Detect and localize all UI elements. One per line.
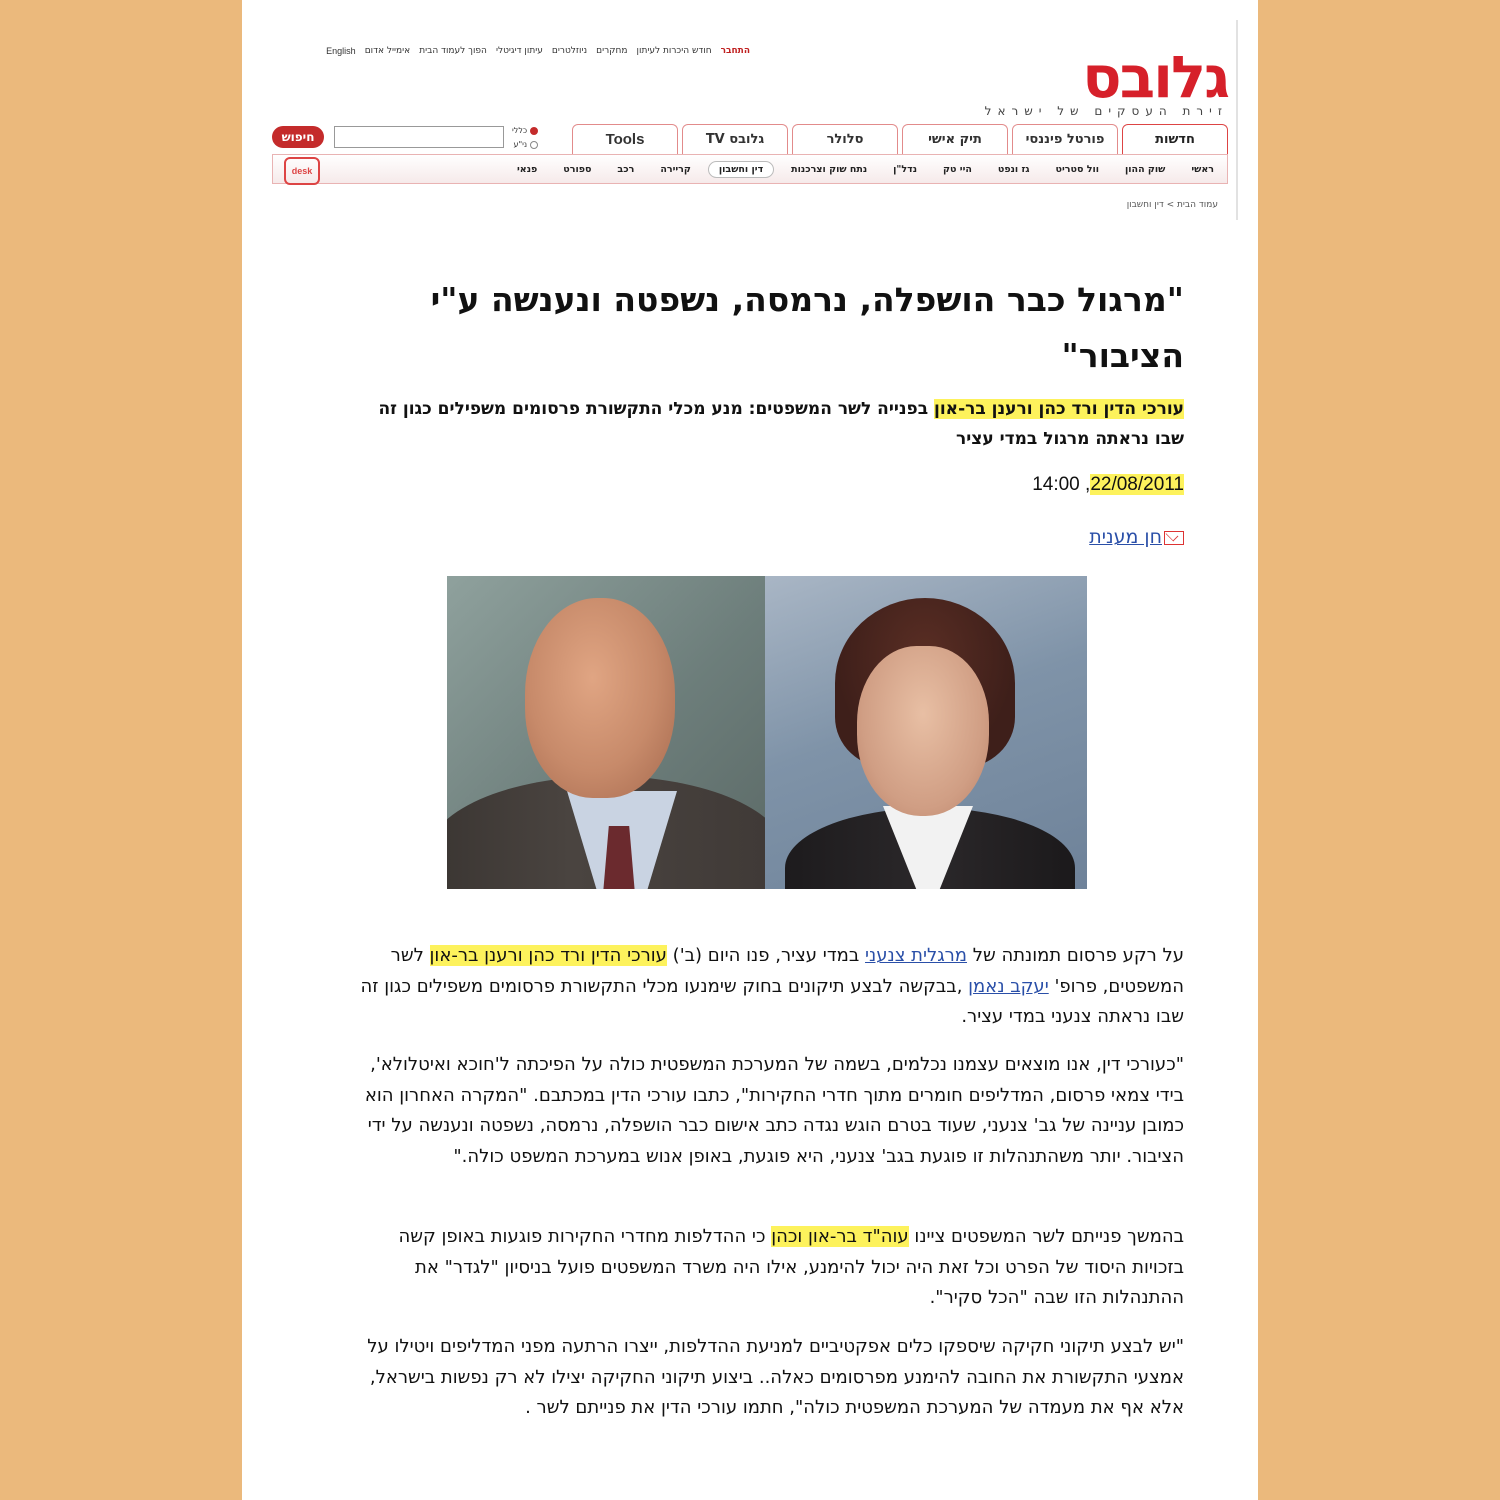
globes-logo[interactable]: [984, 43, 1228, 118]
desk-icon[interactable]: [284, 157, 320, 185]
sub-item-wall-street[interactable]: וול סטריט: [1055, 163, 1100, 175]
sub-item-real-estate[interactable]: נדל"ן: [893, 163, 918, 175]
tab-globes-tv[interactable]: גלובס TV: [682, 124, 788, 154]
p1-text-d: ,בבקשה לבצע תיקונים בחוק שימנעו מכלי התקשורת פרסומים משפילים כגון זה שבו נראתה צנעני במדי עציר.: [360, 975, 1184, 1027]
breadcrumb[interactable]: עמוד הבית > דין וחשבון: [1126, 200, 1218, 210]
head-shape: [525, 598, 675, 798]
top-links: [270, 46, 750, 56]
sub-nav: [272, 154, 1228, 184]
sub-item-career[interactable]: קריירה: [660, 163, 691, 175]
p1-text-c: לשר המשפטים, פרופ': [390, 945, 1184, 997]
sub-item-leisure[interactable]: פנאי: [517, 163, 538, 175]
photo-lawyer-woman: [765, 576, 1087, 889]
sub-item-law[interactable]: דין וחשבון: [708, 161, 774, 178]
logo-tagline: זירת העסקים של ישראל: [984, 104, 1228, 118]
sub-item-capital-market[interactable]: שוק ההון: [1125, 163, 1166, 175]
paragraph-3: [354, 1222, 1184, 1314]
subtitle-highlight: עורכי הדין ורד כהן ורענן בר-און: [934, 399, 1184, 419]
desk-label: desk: [291, 166, 313, 176]
p3-highlight: עוה"ד בר-און וכהן: [771, 1226, 909, 1247]
top-link-english[interactable]: English: [326, 46, 356, 56]
radio-icon: [530, 127, 538, 135]
sub-item-consumer[interactable]: נתח שוק וצרכנות: [791, 163, 868, 175]
search-input[interactable]: [334, 126, 504, 148]
paragraph-2: "כעורכי דין, אנו מוצאים עצמנו נכלמים, בשמה של המערכת המשפטית כולה על הפיכתה ל'חוכא ואיטלולא', בידי צמאי פרסום, המדליפים חומרים מתוך חדרי החקירות", כתבו עורכי הדין במכתבם. "המקרה האחרון הוא כמובן עניינה של גב' צנעני, שעוד בטרם הוגש נגדה כתב אישום כבר הושפלה, נרמסה, נשפטה ונענשה על ידי הציבור. יותר משהתנהלות זו פוגעת בגב' צנעני, היא פוגעת, באופן אנוש במערכת המשפט כולה.": [364, 1054, 1184, 1167]
sub-item-hitech[interactable]: היי טק: [943, 163, 972, 175]
mail-icon[interactable]: [1164, 531, 1184, 545]
sub-item-gas-oil[interactable]: גז ונפט: [997, 163, 1030, 175]
subtitle-text: בפנייה לשר המשפטים: מנע מכלי התקשורת פרסומים משפילים כגון זה שבו נראתה מרגול במדי עציר: [378, 399, 1184, 449]
radio-icon: [530, 141, 538, 149]
search-options: [512, 124, 538, 152]
top-link-digital-paper[interactable]: עיתון דיגיטלי: [495, 46, 543, 56]
search-option-securities[interactable]: ני"ע: [512, 138, 538, 152]
page-edge: [1236, 20, 1238, 220]
top-link-red-email[interactable]: אימייל אדום: [364, 46, 411, 56]
article-author: [354, 526, 1184, 548]
top-link-homepage[interactable]: הפוך לעמוד הבית: [419, 46, 487, 56]
photo-lawyer-man: [447, 576, 765, 889]
search-option-general[interactable]: כללי: [512, 124, 538, 138]
link-yaakov-neeman[interactable]: יעקב נאמן: [968, 975, 1049, 997]
top-link-newsletters[interactable]: ניוזלטרים: [551, 46, 588, 56]
article-title: "מרגול כבר הושפלה, נרמסה, נשפטה ונענשה ע"י הציבור": [430, 280, 1184, 375]
p1-text-b: במדי עציר, פנו היום (ב'): [666, 945, 866, 966]
article-date: 22/08/2011: [1090, 474, 1184, 495]
tab-personal-portfolio[interactable]: תיק אישי: [902, 124, 1008, 154]
search-button[interactable]: חיפוש: [272, 126, 324, 148]
paragraph-4: "יש לבצע תיקוני חקיקה שיספקו כלים אפקטיביים למניעת ההדלפות, ייצרו הרתעה מפני המדליפים ויטילו על אמצעי התקשורת את החובה להימנע מפרסומים כאלה.. ביצוע תיקוני החקיקה יצילו לא רק נפשות בישראל, אלא אף את מעמדה של המערכת המשפטית כולה", חתמו עורכי הדין את פנייתם לשר .: [367, 1336, 1184, 1418]
top-link-login[interactable]: התחבר: [720, 46, 750, 56]
article-time: , 14:00: [1032, 474, 1091, 495]
tab-news[interactable]: חדשות: [1122, 124, 1228, 154]
tab-finance-portal[interactable]: פורטל פיננסי: [1012, 124, 1118, 154]
tab-tools[interactable]: Tools: [572, 124, 678, 154]
tab-cellular[interactable]: סלולר: [792, 124, 898, 154]
article-photo: [447, 576, 1087, 889]
article-dateline: [354, 474, 1184, 496]
author-link[interactable]: חן מענית: [1089, 526, 1162, 548]
p3-text-a: בהמשך פנייתם לשר המשפטים ציינו: [908, 1226, 1184, 1247]
face-shape: [857, 646, 989, 816]
paragraph-1: [354, 941, 1184, 1033]
logo-text: גלובס: [985, 52, 1228, 102]
sub-item-main[interactable]: ראשי: [1191, 163, 1214, 175]
article-subtitle: [354, 394, 1184, 454]
sub-item-cars[interactable]: רכב: [617, 163, 635, 175]
top-link-research[interactable]: מחקרים: [596, 46, 628, 56]
p1-text-a: על רקע פרסום תמונתה של: [967, 945, 1184, 966]
p3-text-b: כי ההדלפות מחדרי החקירות פוגעות באופן קשה בזכויות היסוד של הפרט וכל זאת היה יכול להימנע, אילו היה משרד המשפטים פועל בניסיון "לגדר" את ההתנהלות הזו שבה "הכל סקיר".: [398, 1226, 1184, 1308]
p1-highlight: עורכי הדין ורד כהן ורענן בר-און: [429, 945, 667, 966]
top-link-trial[interactable]: חודש היכרות לעיתון: [636, 46, 712, 56]
nav-tabs: [572, 124, 1228, 154]
sub-item-sport[interactable]: ספורט: [563, 163, 592, 175]
main-nav: [272, 124, 1228, 186]
link-margalit-tzanani[interactable]: מרגלית צנעני: [865, 945, 968, 966]
